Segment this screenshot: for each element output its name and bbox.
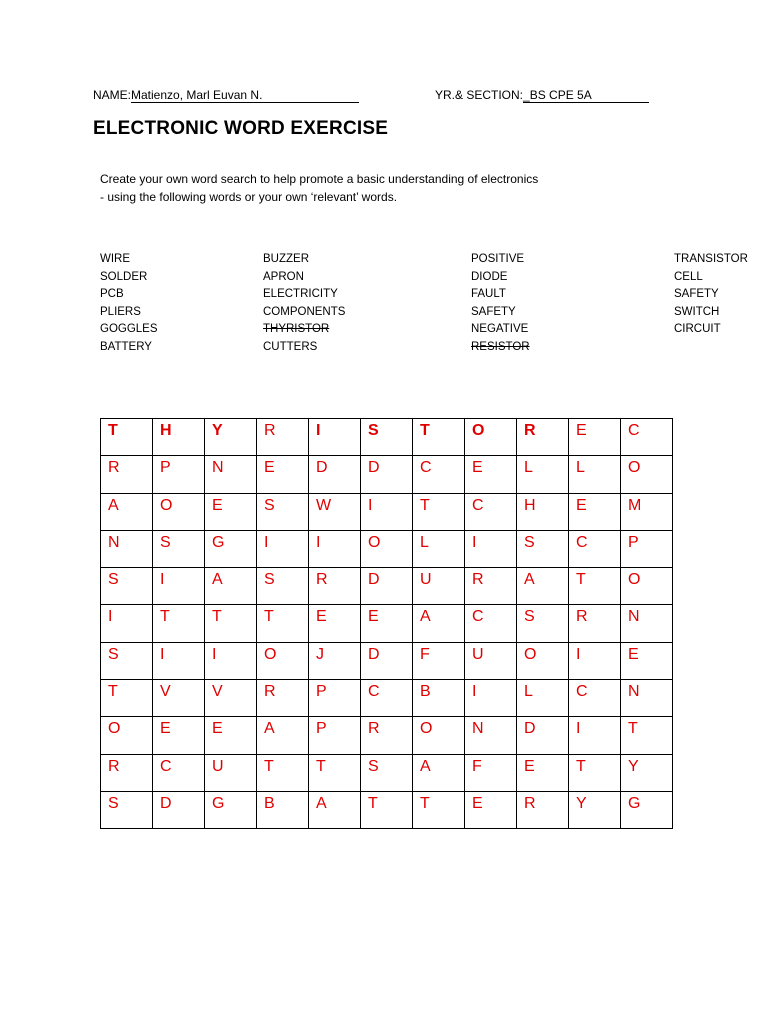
grid-cell: I bbox=[257, 530, 309, 567]
word-list-item: DIODE bbox=[471, 270, 508, 283]
grid-cell: T bbox=[101, 419, 153, 456]
word-list-item: APRON bbox=[263, 270, 304, 283]
grid-row bbox=[101, 456, 673, 493]
grid-cell: R bbox=[361, 717, 413, 754]
grid-cell: S bbox=[101, 791, 153, 828]
grid-cell: A bbox=[205, 568, 257, 605]
grid-cell: T bbox=[101, 680, 153, 717]
grid-cell: G bbox=[621, 791, 673, 828]
grid-cell: S bbox=[517, 530, 569, 567]
grid-cell: B bbox=[413, 680, 465, 717]
grid-cell: I bbox=[569, 642, 621, 679]
grid-cell: J bbox=[309, 642, 361, 679]
grid-cell: N bbox=[101, 530, 153, 567]
word-list-item: WIRE bbox=[100, 253, 131, 265]
grid-cell: R bbox=[569, 605, 621, 642]
grid-cell: T bbox=[413, 493, 465, 530]
grid-cell: C bbox=[621, 419, 673, 456]
grid-cell: T bbox=[413, 791, 465, 828]
grid-cell: H bbox=[153, 419, 205, 456]
grid-cell: N bbox=[465, 717, 517, 754]
grid-cell: A bbox=[309, 791, 361, 828]
grid-cell: B bbox=[257, 791, 309, 828]
word-list-item: SWITCH bbox=[674, 305, 720, 318]
instruction-line-1: Create your own word search to help promote a basic understanding of electronics bbox=[100, 172, 539, 186]
grid-cell: C bbox=[465, 493, 517, 530]
grid-cell: A bbox=[257, 717, 309, 754]
grid-cell: I bbox=[205, 642, 257, 679]
grid-cell: C bbox=[413, 456, 465, 493]
grid-cell: T bbox=[413, 419, 465, 456]
grid-cell: D bbox=[517, 717, 569, 754]
grid-cell: T bbox=[257, 754, 309, 791]
word-list-column-4 bbox=[674, 251, 748, 339]
grid-cell: I bbox=[309, 419, 361, 456]
grid-cell: P bbox=[153, 456, 205, 493]
grid-cell: D bbox=[309, 456, 361, 493]
word-list-item: PCB bbox=[100, 288, 124, 301]
grid-cell: O bbox=[621, 568, 673, 605]
grid-cell: E bbox=[621, 642, 673, 679]
section-label: YR.& SECTION: bbox=[435, 88, 524, 102]
word-list-item: COMPONENTS bbox=[263, 305, 346, 318]
grid-cell: E bbox=[309, 605, 361, 642]
grid-cell: D bbox=[361, 456, 413, 493]
name-label: NAME: bbox=[93, 88, 132, 102]
grid-cell: S bbox=[153, 530, 205, 567]
grid-cell: S bbox=[517, 605, 569, 642]
grid-cell: T bbox=[153, 605, 205, 642]
grid-cell: H bbox=[517, 493, 569, 530]
grid-cell: C bbox=[569, 530, 621, 567]
grid-cell: R bbox=[517, 419, 569, 456]
grid-cell: N bbox=[621, 680, 673, 717]
grid-cell: R bbox=[101, 456, 153, 493]
grid-cell: O bbox=[465, 419, 517, 456]
grid-cell: V bbox=[205, 680, 257, 717]
grid-cell: I bbox=[153, 642, 205, 679]
grid-cell: T bbox=[309, 754, 361, 791]
grid-cell: S bbox=[361, 419, 413, 456]
grid-cell: O bbox=[413, 717, 465, 754]
grid-row bbox=[101, 568, 673, 605]
grid-cell: C bbox=[361, 680, 413, 717]
grid-cell: U bbox=[465, 642, 517, 679]
grid-cell: R bbox=[465, 568, 517, 605]
grid-cell: C bbox=[465, 605, 517, 642]
grid-cell: T bbox=[621, 717, 673, 754]
grid-cell: T bbox=[205, 605, 257, 642]
grid-cell: I bbox=[465, 680, 517, 717]
grid-cell: I bbox=[361, 493, 413, 530]
grid-cell: E bbox=[465, 456, 517, 493]
grid-cell: Y bbox=[205, 419, 257, 456]
grid-cell: P bbox=[309, 717, 361, 754]
section-value: _BS CPE 5A bbox=[523, 89, 649, 103]
grid-row bbox=[101, 493, 673, 530]
name-value: Matienzo, Marl Euvan N. bbox=[131, 89, 359, 103]
grid-cell: E bbox=[257, 456, 309, 493]
grid-cell: R bbox=[517, 791, 569, 828]
grid-cell: N bbox=[621, 605, 673, 642]
word-search-grid bbox=[100, 418, 673, 829]
word-list-item: THYRISTOR bbox=[263, 323, 330, 336]
grid-cell: S bbox=[361, 754, 413, 791]
grid-cell: R bbox=[101, 754, 153, 791]
grid-cell: S bbox=[101, 642, 153, 679]
grid-cell: F bbox=[413, 642, 465, 679]
grid-cell: G bbox=[205, 530, 257, 567]
grid-cell: I bbox=[101, 605, 153, 642]
word-list-item: SAFETY bbox=[471, 305, 516, 318]
grid-cell: I bbox=[465, 530, 517, 567]
grid-row bbox=[101, 754, 673, 791]
word-list-item: GOGGLES bbox=[100, 323, 158, 336]
word-list-column-3 bbox=[471, 251, 530, 357]
grid-cell: E bbox=[465, 791, 517, 828]
word-list-item: SAFETY bbox=[674, 288, 719, 301]
word-list-column-2 bbox=[263, 251, 345, 357]
grid-cell: L bbox=[517, 680, 569, 717]
grid-cell: C bbox=[153, 754, 205, 791]
grid-cell: L bbox=[517, 456, 569, 493]
grid-cell: A bbox=[101, 493, 153, 530]
grid-cell: E bbox=[205, 493, 257, 530]
grid-cell: O bbox=[153, 493, 205, 530]
grid-cell: T bbox=[361, 791, 413, 828]
word-list-item: PLIERS bbox=[100, 305, 141, 318]
section-field bbox=[435, 88, 649, 103]
grid-cell: Y bbox=[621, 754, 673, 791]
grid-cell: R bbox=[257, 680, 309, 717]
grid-row bbox=[101, 717, 673, 754]
grid-cell: E bbox=[153, 717, 205, 754]
grid-cell: T bbox=[257, 605, 309, 642]
grid-cell: D bbox=[361, 568, 413, 605]
word-list-item: BATTERY bbox=[100, 340, 152, 353]
grid-cell: W bbox=[309, 493, 361, 530]
grid-cell: I bbox=[569, 717, 621, 754]
grid-row bbox=[101, 642, 673, 679]
word-list-item: CELL bbox=[674, 270, 703, 283]
grid-cell: F bbox=[465, 754, 517, 791]
word-list-item: SOLDER bbox=[100, 270, 148, 283]
word-list-item: ELECTRICITY bbox=[263, 288, 338, 301]
grid-cell: T bbox=[569, 568, 621, 605]
grid-cell: A bbox=[517, 568, 569, 605]
grid-cell: C bbox=[569, 680, 621, 717]
grid-cell: S bbox=[257, 493, 309, 530]
grid-cell: R bbox=[309, 568, 361, 605]
grid-cell: G bbox=[205, 791, 257, 828]
grid-cell: E bbox=[569, 419, 621, 456]
grid-cell: Y bbox=[569, 791, 621, 828]
word-list-column-1 bbox=[100, 251, 158, 357]
page-title: ELECTRONIC WORD EXERCISE bbox=[93, 118, 389, 139]
grid-cell: V bbox=[153, 680, 205, 717]
grid-cell: N bbox=[205, 456, 257, 493]
grid-cell: A bbox=[413, 754, 465, 791]
grid-cell: P bbox=[621, 530, 673, 567]
word-list-item: CIRCUIT bbox=[674, 323, 721, 336]
word-list-item: TRANSISTOR bbox=[674, 253, 748, 265]
grid-cell: D bbox=[361, 642, 413, 679]
grid-cell: R bbox=[257, 419, 309, 456]
grid-cell: O bbox=[361, 530, 413, 567]
grid-cell: E bbox=[517, 754, 569, 791]
word-list-item: BUZZER bbox=[263, 253, 309, 265]
grid-cell: O bbox=[257, 642, 309, 679]
word-list-item: FAULT bbox=[471, 288, 506, 301]
grid-cell: P bbox=[309, 680, 361, 717]
name-field bbox=[93, 88, 359, 103]
grid-cell: E bbox=[361, 605, 413, 642]
grid-cell: U bbox=[205, 754, 257, 791]
grid-cell: I bbox=[153, 568, 205, 605]
grid-cell: O bbox=[621, 456, 673, 493]
grid-cell: E bbox=[205, 717, 257, 754]
grid-cell: T bbox=[569, 754, 621, 791]
grid-cell: S bbox=[257, 568, 309, 605]
word-list-item: RESISTOR bbox=[471, 340, 530, 353]
grid-row bbox=[101, 530, 673, 567]
grid-cell: A bbox=[413, 605, 465, 642]
grid-cell: O bbox=[517, 642, 569, 679]
grid-cell: M bbox=[621, 493, 673, 530]
grid-row bbox=[101, 680, 673, 717]
instruction-line-2: - using the following words or your own ‘relevant’ words. bbox=[100, 190, 398, 204]
grid-cell: L bbox=[413, 530, 465, 567]
grid-cell: D bbox=[153, 791, 205, 828]
grid-cell: S bbox=[101, 568, 153, 605]
grid-cell: E bbox=[569, 493, 621, 530]
grid-cell: U bbox=[413, 568, 465, 605]
grid-cell: L bbox=[569, 456, 621, 493]
grid-row bbox=[101, 419, 673, 456]
word-list-item: POSITIVE bbox=[471, 253, 525, 265]
word-list-item: NEGATIVE bbox=[471, 323, 529, 336]
grid-cell: I bbox=[309, 530, 361, 567]
grid-row bbox=[101, 791, 673, 828]
grid-row bbox=[101, 605, 673, 642]
word-list-item: CUTTERS bbox=[263, 340, 318, 353]
grid-cell: O bbox=[101, 717, 153, 754]
